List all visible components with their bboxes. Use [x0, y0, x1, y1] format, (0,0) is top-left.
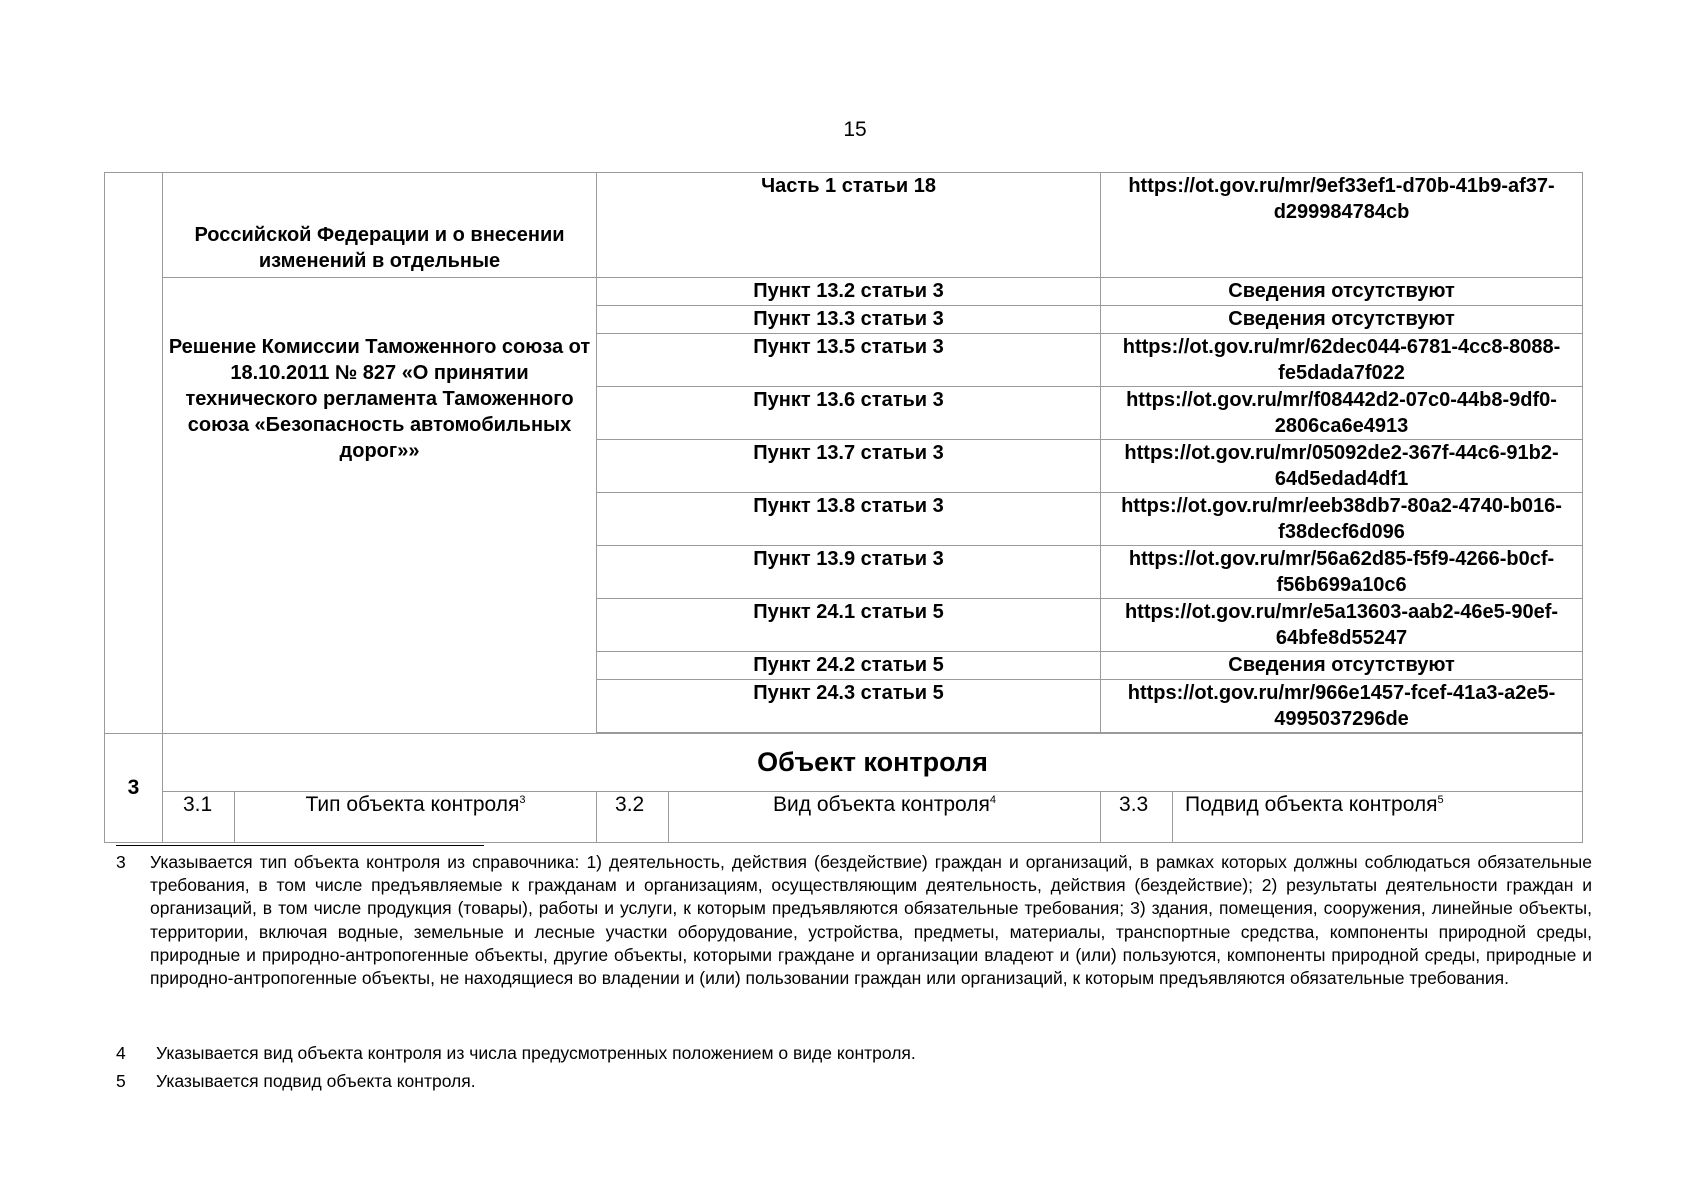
provision-cell: Пункт 24.3 статьи 5: [597, 680, 1101, 733]
provision-cell: Пункт 13.2 статьи 3: [597, 278, 1101, 306]
act-name-cell: Решение Комиссии Таможенного союза от 18.10.2011 № 827 «О принятии технического регламента Таможенного союза «Безопасность автомобильных дорог»»: [163, 278, 597, 734]
footnote-ref: 3: [519, 794, 526, 806]
footnote-text: Указывается тип объекта контроля из справочника: 1) деятельность, действия (бездействие) граждан и организаций, в рамках которых должны соблюдаться обязательные требования, в том числе предъявляемые к гражданам и организациям, осуществляющим деятельность, действия (бездействие); 2) результаты деятельности граждан и организаций, в том числе продукция (товары), работы и услуги, к которым предъявляются обязательные требования; 3) здания, помещения, сооружения, линейные объекты, территории, включая водные, земельные и лесные участки оборудование, устройства, предметы, материалы, транспортные средства, компоненты природной среды, природные и природно-антропогенные объекты, другие объекты, которыми граждане и организации владеют и (или) пользуются, компоненты природной среды, природные и природно-антропогенные объекты, не находящиеся во владении и (или) пользовании граждан или организаций, к которым предъявляются обязательные требования.: [150, 852, 1592, 989]
link-cell: Сведения отсутствуют: [1101, 278, 1583, 306]
page-number: 15: [843, 118, 867, 141]
section-header-row: [105, 734, 1583, 792]
footnote: [116, 1042, 1592, 1065]
table-row: [105, 278, 1583, 306]
footnote-number: 3: [116, 852, 126, 872]
link-cell: Сведения отсутствуют: [1101, 652, 1583, 680]
item-label: Вид объекта контроля$^4$: [669, 792, 1101, 843]
item-label: Тип объекта контроля$^3$: [235, 792, 597, 843]
item-number: 3.3: [1101, 792, 1173, 843]
provision-cell: Пункт 13.6 статьи 3: [597, 387, 1101, 440]
link-cell: https://ot.gov.ru/mr/966e1457-fcef-41a3-a2e5-4995037296de: [1101, 680, 1583, 733]
provision-cell: Пункт 13.5 статьи 3: [597, 334, 1101, 387]
footnote-number: 5: [116, 1071, 126, 1091]
table-row: [105, 173, 1583, 278]
provision-cell: Пункт 13.7 статьи 3: [597, 440, 1101, 493]
link-cell: https://ot.gov.ru/mr/56a62d85-f5f9-4266-b0cf-f56b699a10c6: [1101, 546, 1583, 599]
item-number: 3.1: [163, 792, 235, 843]
provision-cell: Пункт 13.3 статьи 3: [597, 306, 1101, 334]
section-number: 3: [105, 734, 163, 843]
link-cell: https://ot.gov.ru/mr/9ef33ef1-d70b-41b9-af37-d299984784cb: [1101, 173, 1583, 278]
provision-cell: Пункт 13.8 статьи 3: [597, 493, 1101, 546]
footnote-ref: 5: [1437, 794, 1444, 806]
footnote-separator: [116, 845, 484, 846]
link-cell: https://ot.gov.ru/mr/eeb38db7-80a2-4740-b016-f38decf6d096: [1101, 493, 1583, 546]
footnote-text: Указывается подвид объекта контроля.: [156, 1071, 476, 1091]
provision-cell: Пункт 24.1 статьи 5: [597, 599, 1101, 652]
row-number-cell: [105, 173, 163, 734]
footnote-ref: 4: [989, 794, 996, 806]
link-cell: https://ot.gov.ru/mr/05092de2-367f-44c6-91b2-64d5edad4df1: [1101, 440, 1583, 493]
link-cell: https://ot.gov.ru/mr/e5a13603-aab2-46e5-90ef-64bfe8d55247: [1101, 599, 1583, 652]
provision-cell: Пункт 13.9 статьи 3: [597, 546, 1101, 599]
link-cell: https://ot.gov.ru/mr/62dec044-6781-4cc8-8088-fe5dada7f022: [1101, 334, 1583, 387]
section-title: Объект контроля: [163, 734, 1583, 792]
requirements-table: [104, 172, 1583, 843]
footnote: [116, 851, 1592, 990]
provision-cell: Часть 1 статьи 18: [597, 173, 1101, 278]
link-cell: Сведения отсутствуют: [1101, 306, 1583, 334]
item-number: 3.2: [597, 792, 669, 843]
footnote-number: 4: [116, 1043, 126, 1063]
provision-cell: Пункт 24.2 статьи 5: [597, 652, 1101, 680]
section-items-row: [105, 792, 1583, 843]
item-label: Подвид объекта контроля$^5$: [1173, 792, 1583, 843]
link-cell: https://ot.gov.ru/mr/f08442d2-07c0-44b8-9df0-2806ca6e4913: [1101, 387, 1583, 440]
footnote: [116, 1070, 1592, 1093]
footnote-text: Указывается вид объекта контроля из числа предусмотренных положением о виде контроля.: [156, 1043, 916, 1063]
act-name-continued: Российской Федерации и о внесении изменений в отдельные: [163, 173, 597, 278]
